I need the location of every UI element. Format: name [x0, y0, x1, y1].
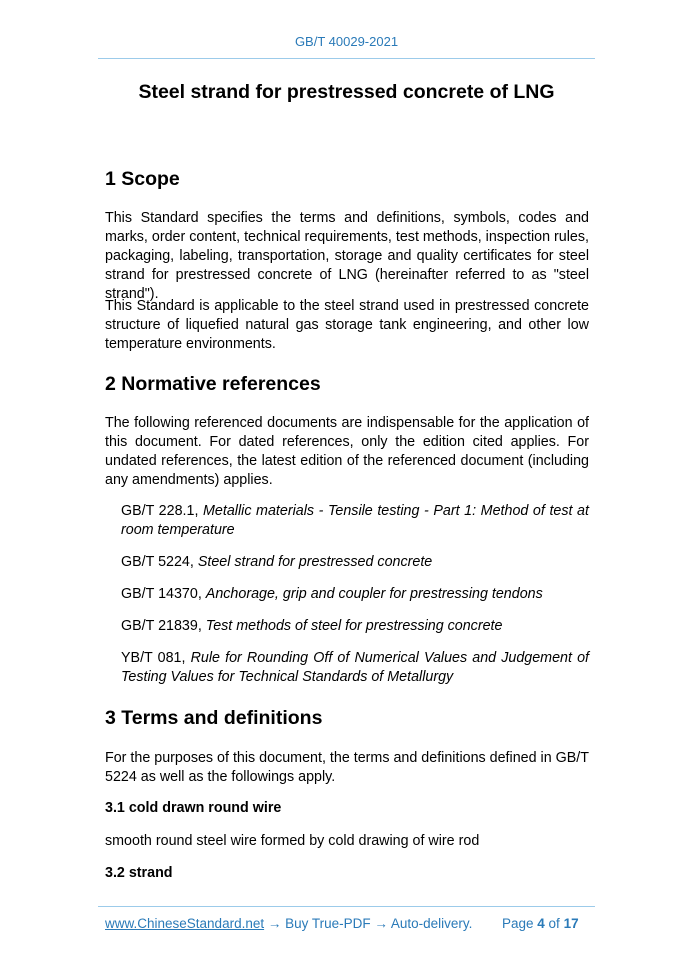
promo-text: → Buy True-PDF → Auto-delivery. — [264, 916, 473, 931]
reference-title: Test methods of steel for prestressing concrete — [205, 618, 503, 634]
of-label: of — [544, 916, 564, 931]
reference-code: GB/T 21839, — [121, 618, 206, 634]
reference-item — [121, 502, 589, 540]
scope-paragraph-2: This Standard is applicable to the steel strand used in prestressed concrete structure of liquefied natural gas storage tank engineering, and other low temperature environments. — [105, 298, 589, 352]
reference-code: GB/T 14370, — [121, 586, 206, 602]
reference-item — [121, 553, 589, 572]
total-pages: 17 — [563, 916, 579, 931]
scope-paragraph-1: This Standard specifies the terms and definitions, symbols, codes and marks, order content, technical requirements, test methods, inspection rules, packaging, labeling, transportation, storage and quality certificates for steel strand for prestressed concrete of LNG (hereinafter referred to as "steel strand"). — [105, 210, 589, 302]
reference-title: Steel strand for prestressed concrete — [197, 554, 433, 570]
reference-code: GB/T 228.1, — [121, 503, 204, 519]
reference-item — [121, 649, 589, 687]
footer-promo — [105, 916, 472, 931]
reference-title: Rule for Rounding Off of Numerical Values and Judgement of Testing Values for Technical Standards of Metallurgy — [121, 650, 589, 685]
document-id-header: GB/T 40029-2021 — [294, 34, 399, 49]
normative-intro: The following referenced documents are indispensable for the application of this document. For dated references, only the edition cited applies. For undated references, the latest edition of the referenced document (including any amendments) applies. — [105, 415, 589, 488]
reference-title: Metallic materials - Tensile testing - Part 1: Method of test at room temperature — [121, 503, 589, 538]
reference-item — [121, 617, 589, 636]
section-heading-normative-references: 2 Normative references — [105, 373, 321, 395]
page-indicator — [502, 916, 579, 931]
page-label: Page — [502, 916, 538, 931]
section-heading-terms: 3 Terms and definitions — [105, 707, 323, 729]
term-definition: smooth round steel wire formed by cold drawing of wire rod — [105, 833, 480, 849]
section-heading-scope: 1 Scope — [105, 168, 180, 190]
document-title: Steel strand for prestressed concrete of LNG — [138, 81, 555, 103]
header-divider — [98, 58, 595, 59]
page-number: 4 — [537, 916, 545, 931]
website-link[interactable]: www.ChineseStandard.net — [105, 916, 265, 931]
terms-intro: For the purposes of this document, the terms and definitions defined in GB/T 5224 as well as the followings apply. — [105, 750, 589, 785]
reference-title: Anchorage, grip and coupler for prestressing tendons — [205, 586, 543, 602]
term-heading: 3.2 strand — [105, 865, 173, 881]
reference-code: GB/T 5224, — [121, 554, 198, 570]
term-heading: 3.1 cold drawn round wire — [105, 800, 282, 816]
reference-item — [121, 585, 589, 604]
reference-code: YB/T 081, — [121, 650, 191, 666]
footer-divider — [98, 906, 595, 907]
